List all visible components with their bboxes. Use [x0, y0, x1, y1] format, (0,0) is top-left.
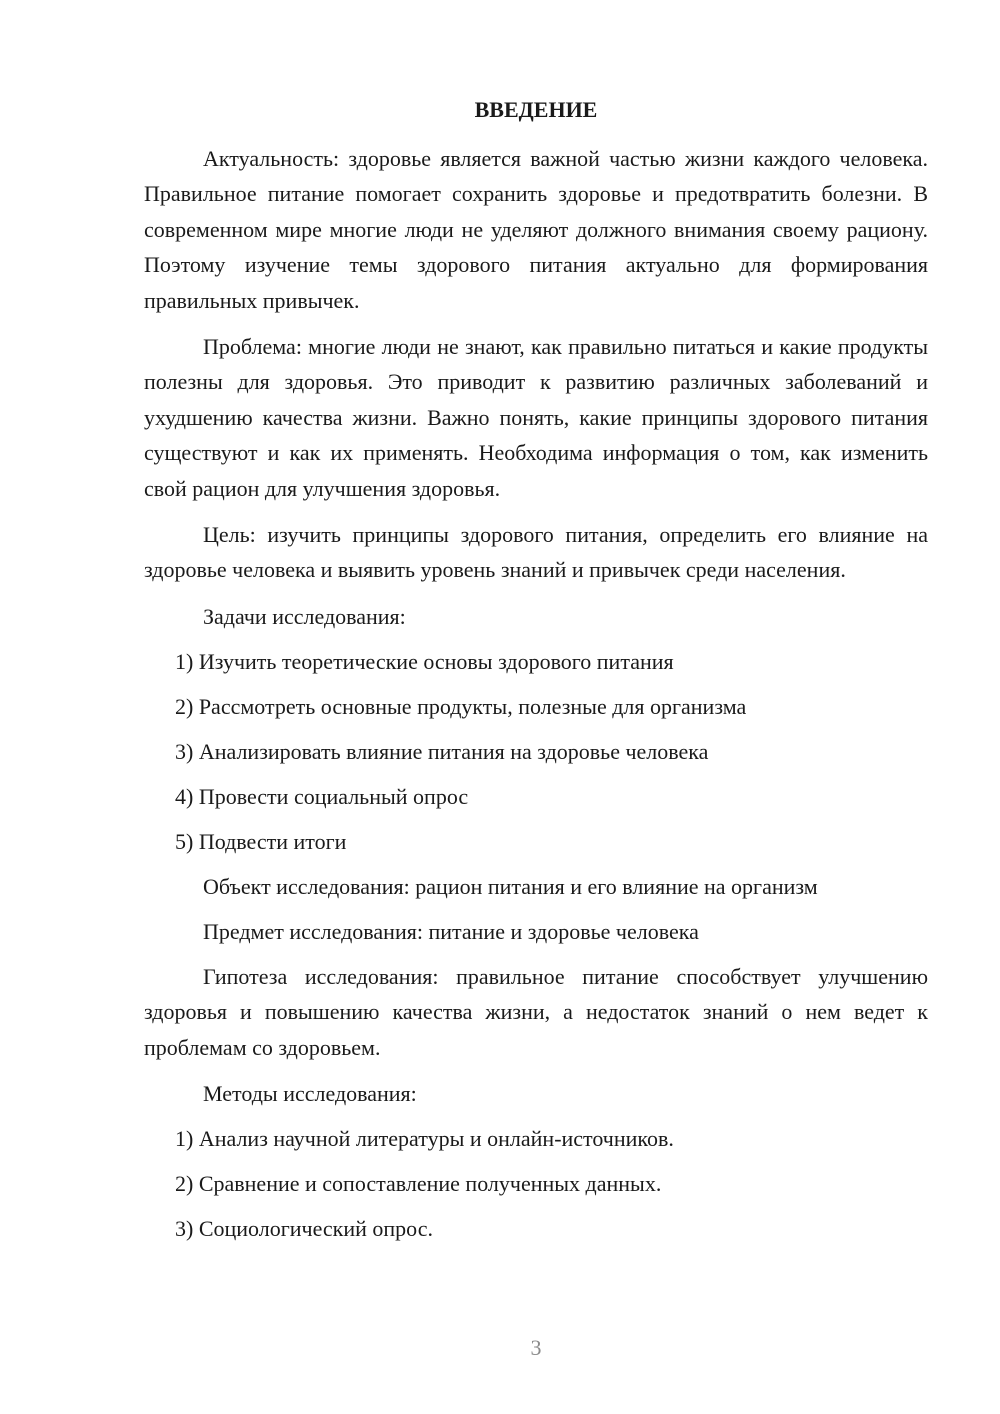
- hypothesis-paragraph: Гипотеза исследования: правильное питание способствует улучшению здоровья и повышению качества жизни, а недостаток знаний о нем ведет к проблемам со здоровьем.: [144, 963, 928, 1060]
- object-line: Объект исследования: рацион питания и его влияние на организм: [203, 873, 818, 899]
- goal-paragraph: Цель: изучить принципы здорового питания, определить его влияние на здоровье человека и выявить уровень знаний и привычек среди населения.: [144, 522, 928, 583]
- task-item: 2) Рассмотреть основные продукты, полезные для организма: [175, 693, 747, 719]
- document-body: [144, 92, 928, 1256]
- task-item: 5) Подвести итоги: [175, 828, 347, 854]
- method-item: 3) Социологический опрос.: [175, 1216, 433, 1242]
- tasks-list: [144, 644, 928, 859]
- task-item: 4) Провести социальный опрос: [175, 783, 469, 809]
- relevance-paragraph: Актуальность: здоровье является важной частью жизни каждого человека. Правильное питание помогает сохранить здоровье и предотвратить болезни. В современном мире многие люди не уделяют должного внимания своему рациону. Поэтому изучение темы здорового питания актуально для формирования правильных привычек.: [144, 146, 928, 313]
- task-item: 1) Изучить теоретические основы здорового питания: [175, 648, 674, 674]
- section-title: ВВЕДЕНИЕ: [474, 97, 598, 122]
- method-item: 1) Анализ научной литературы и онлайн-источников.: [175, 1126, 674, 1152]
- method-item: 2) Сравнение и сопоставление полученных данных.: [175, 1171, 662, 1197]
- subject-line: Предмет исследования: питание и здоровье человека: [203, 918, 699, 944]
- tasks-heading: Задачи исследования:: [203, 603, 406, 629]
- problem-paragraph: Проблема: многие люди не знают, как правильно питаться и какие продукты полезны для здоровья. Это приводит к развитию различных заболеваний и ухудшению качества жизни. Важно понять, какие принципы здорового питания существуют и как их применять. Необходима информация о том, как изменить свой рацион для улучшения здоровья.: [144, 334, 928, 501]
- methods-heading: Методы исследования:: [203, 1081, 417, 1107]
- task-item: 3) Анализировать влияние питания на здоровье человека: [175, 738, 709, 764]
- methods-list: [144, 1121, 928, 1246]
- page-number: 3: [530, 1335, 542, 1360]
